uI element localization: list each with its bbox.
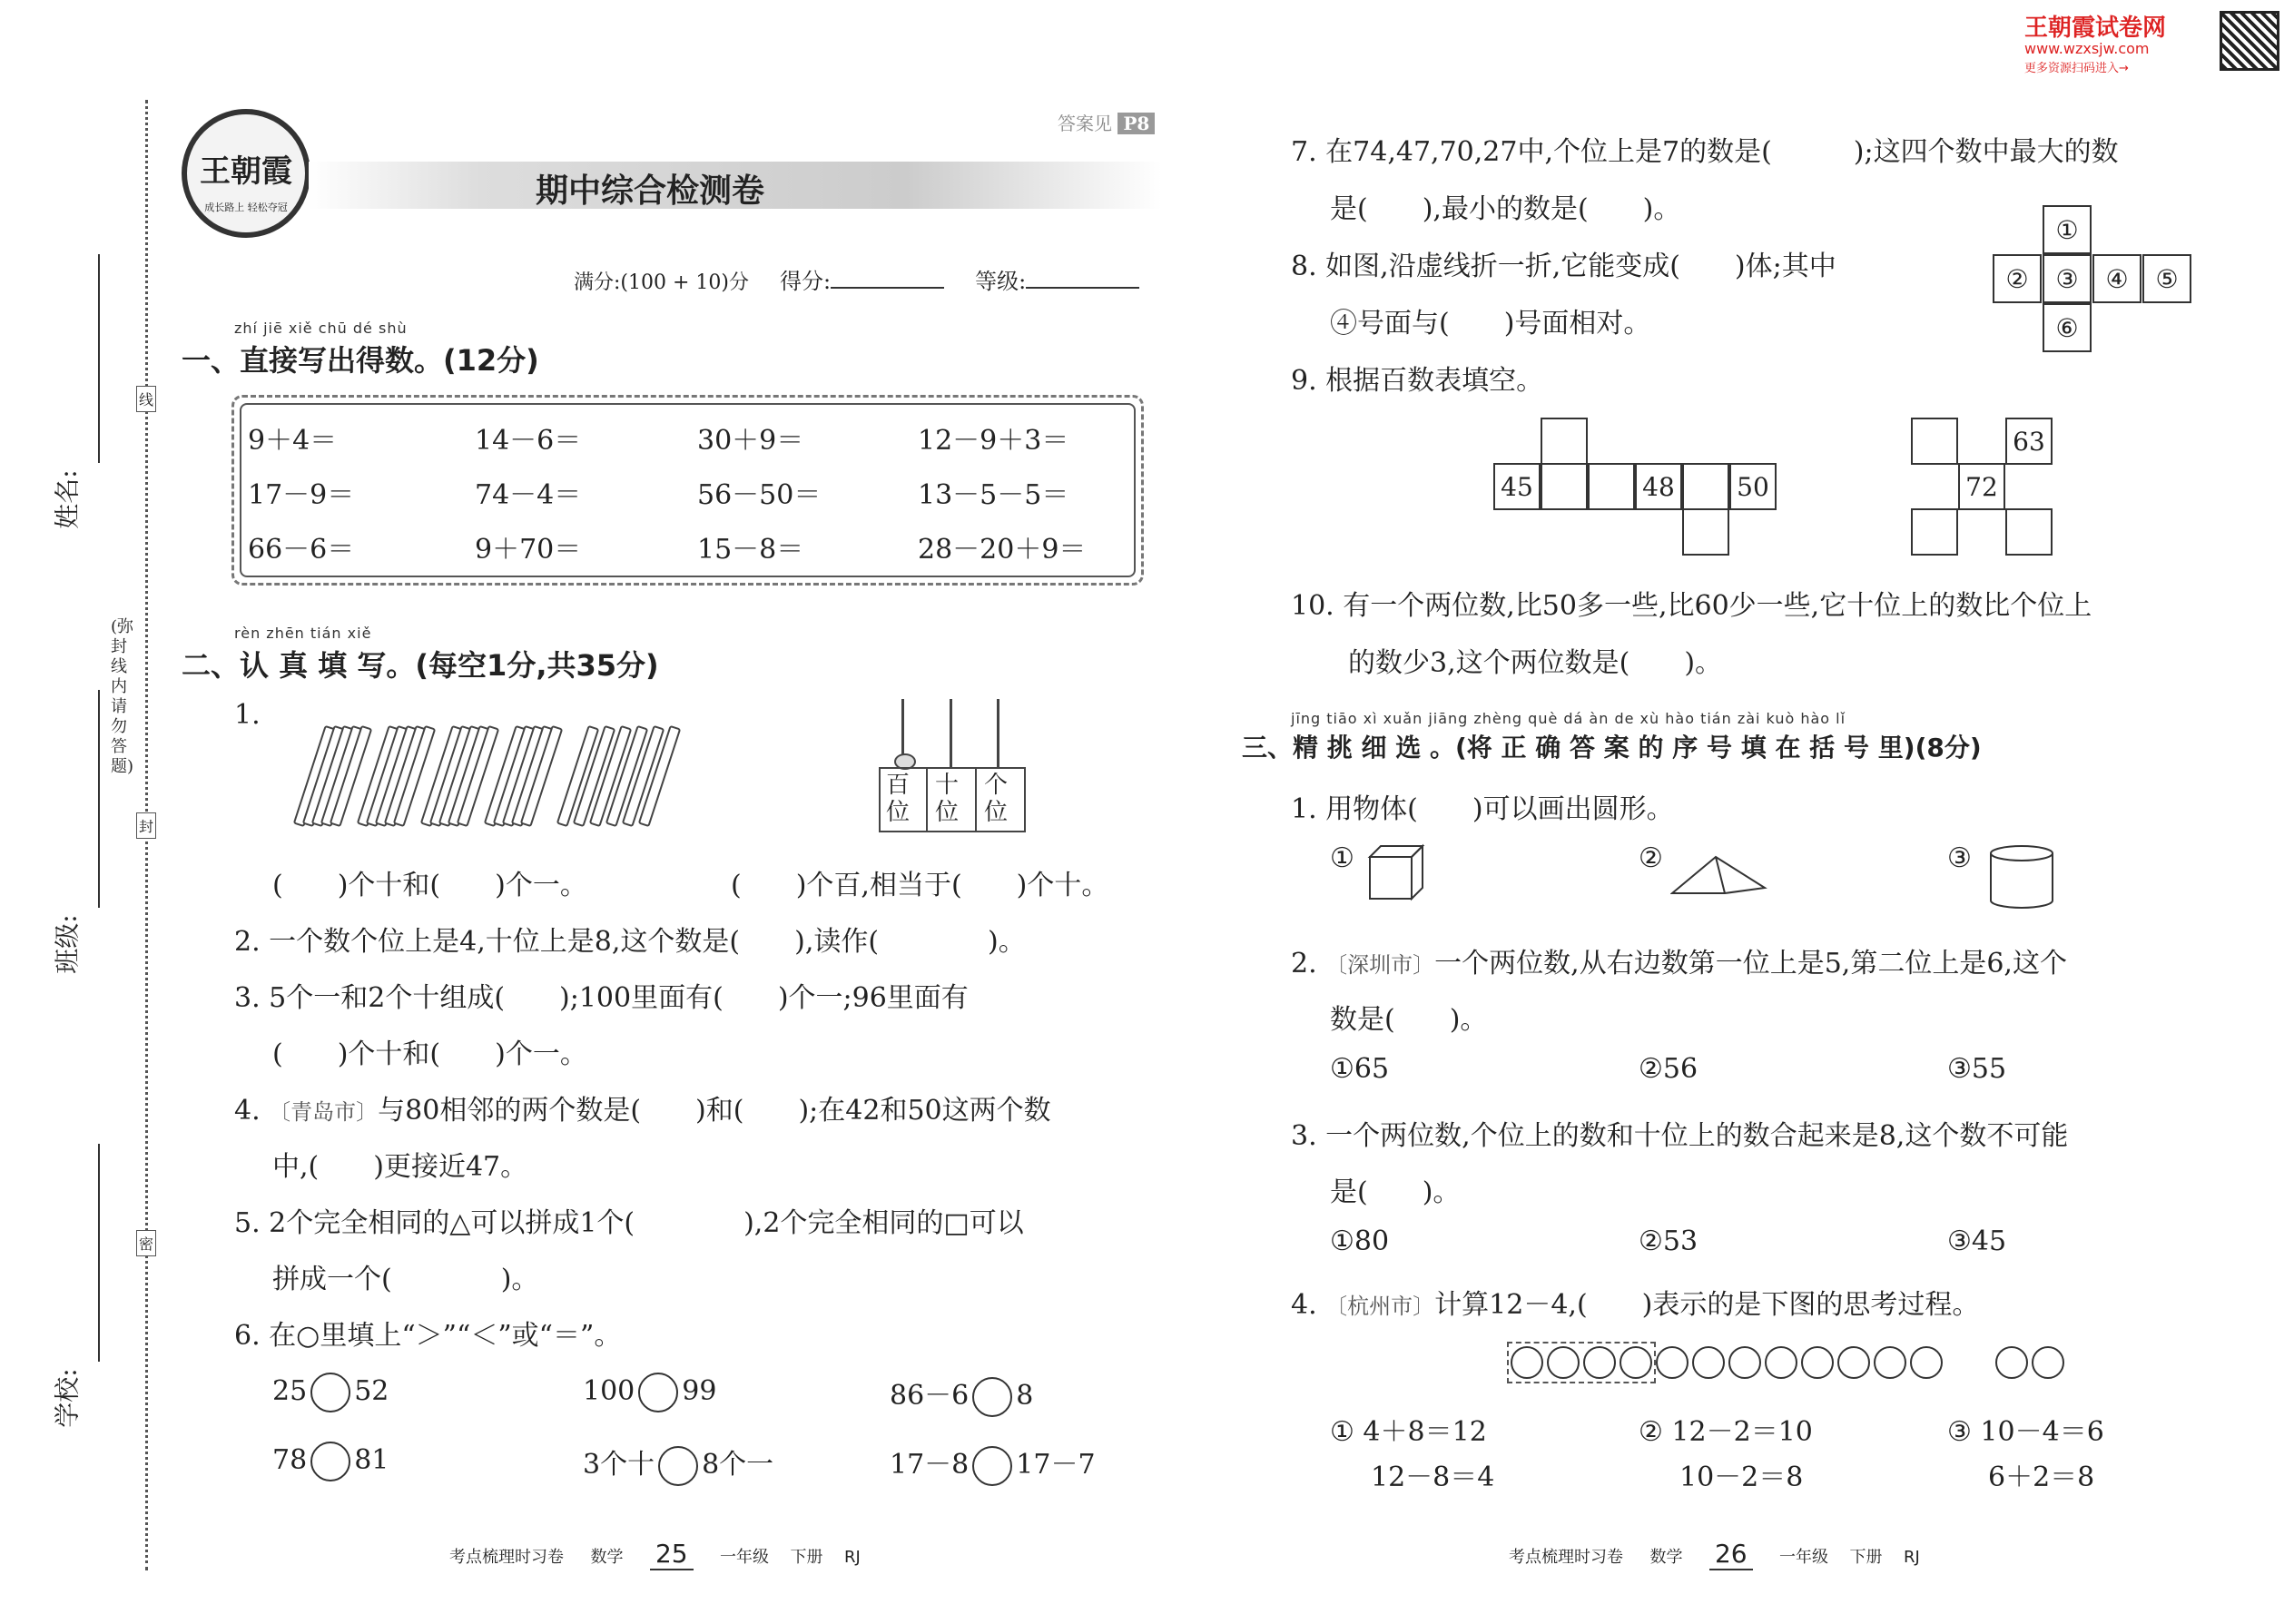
watermark	[2020, 9, 2283, 77]
option-line: ② 12－2＝10	[1639, 1416, 1813, 1448]
q1-number: 1.	[234, 699, 261, 731]
footer-grade: 一年级	[720, 1548, 770, 1567]
s1-expr: 74－4＝	[475, 479, 582, 511]
s3-title: 三、精 挑 细 选 。(将 正 确 答 案 的 序 号 填 在 括 号 里)(8分)	[1242, 733, 1982, 763]
s3-q4-number: 4.	[1291, 1289, 1317, 1321]
cube-net	[1993, 205, 2192, 350]
hundred-grid-1	[1493, 418, 1784, 563]
s3-q2-option: ③55	[1947, 1053, 2007, 1085]
q8a-text: 8. 如图,沿虚线折一折,它能变成( )体;其中	[1291, 251, 1836, 282]
abacus-label: 个位	[984, 772, 1009, 826]
q5b-text: 拼成一个( )。	[272, 1264, 539, 1295]
s3-q1-text: 1. 用物体( )可以画出圆形。	[1291, 793, 1674, 825]
circles-illustration	[1507, 1342, 2068, 1383]
circle-icon	[2032, 1346, 2064, 1379]
circle-icon	[1692, 1346, 1725, 1379]
hundred-grid-2	[1911, 418, 2056, 563]
s1-pinyin: zhí jiē xiě chū dé shù	[234, 320, 408, 337]
grid-cell: 45	[1493, 463, 1541, 510]
page-title: 期中综合检测卷	[536, 172, 765, 210]
option-label: ②	[1639, 842, 1663, 874]
q10b-text: 的数少3,这个两位数是( )。	[1348, 647, 1723, 679]
grid-cell[interactable]	[1911, 418, 1958, 465]
answer-ref	[1058, 109, 1155, 135]
compare-item	[890, 1373, 1033, 1417]
s3-q3a-text: 3. 一个两位数,个位上的数和十位上的数合起来是8,这个数不可能	[1291, 1120, 2069, 1152]
q3b-text: ( )个十和( )个一。	[272, 1038, 587, 1070]
compare-left: 78	[272, 1444, 308, 1476]
margin-mark-3: 密	[136, 1230, 156, 1256]
compare-left: 100	[583, 1375, 635, 1407]
circle-icon	[1874, 1346, 1906, 1379]
s3-q4-option-1	[1330, 1409, 1494, 1494]
compare-right: 8个一	[702, 1449, 774, 1481]
watermark-note: 更多资源扫码进入→	[2024, 62, 2129, 75]
option-line: 6＋2＝8	[1988, 1462, 2095, 1493]
q1a-text: ( )个十和( )个一。	[272, 870, 587, 901]
circle-icon	[1656, 1346, 1689, 1379]
compare-item	[583, 1373, 716, 1412]
s3-q2a-text: 一个两位数,从右边数第一位上是5,第二位上是6,这个	[1434, 948, 2067, 979]
net-face: ④	[2092, 254, 2141, 303]
compare-circle[interactable]	[310, 1373, 350, 1412]
score-label: 得分:	[779, 269, 832, 294]
stick-bundle	[309, 724, 363, 824]
triangular-prism-icon	[1670, 853, 1770, 899]
sticks-illustration	[300, 717, 699, 831]
compare-right: 81	[354, 1444, 389, 1476]
compare-item	[272, 1442, 389, 1481]
compare-right: 8	[1016, 1380, 1034, 1412]
compare-circle[interactable]	[638, 1373, 678, 1412]
option-line: 12－8＝4	[1371, 1462, 1495, 1493]
class-line	[98, 690, 100, 908]
abacus-label: 百位	[886, 772, 911, 826]
s3-q2-option: ①65	[1330, 1053, 1390, 1085]
compare-left: 25	[272, 1375, 308, 1407]
school-line	[98, 1144, 100, 1362]
compare-item	[583, 1442, 773, 1486]
q4-number: 4.	[234, 1095, 261, 1127]
s1-expr: 30＋9＝	[697, 425, 804, 457]
name-label: 姓名:	[52, 469, 83, 529]
q6-text: 6. 在○里填上“＞”“＜”或“＝”。	[234, 1320, 622, 1352]
s3-q1-option-3	[1947, 842, 1972, 874]
page-number: 25	[650, 1539, 694, 1570]
q1b-text: ( )个百,相当于( )个十。	[731, 870, 1109, 901]
circle-icon	[1728, 1346, 1761, 1379]
q8b-text: ④号面与( )号面相对。	[1330, 308, 1651, 340]
abacus-label: 十位	[935, 772, 960, 826]
footer-subject: 数学	[590, 1548, 624, 1567]
circle-icon	[1801, 1346, 1834, 1379]
s3-q1-option-1	[1330, 842, 1354, 874]
option-line: ① 4＋8＝12	[1330, 1416, 1487, 1448]
s1-expr: 14－6＝	[475, 425, 582, 457]
q7a-text: 7. 在74,47,70,27中,个位上是7的数是( );这四个数中最大的数	[1291, 136, 2119, 168]
answer-ref-label: 答案见	[1058, 113, 1112, 134]
net-face: ⑤	[2142, 254, 2191, 303]
grade-blank[interactable]	[1026, 287, 1139, 289]
grid-cell: 48	[1635, 463, 1682, 510]
full-score: 满分:(100 + 10)分	[574, 271, 749, 294]
grid-cell[interactable]	[1682, 463, 1729, 510]
stick-bundle	[372, 724, 427, 824]
circle-icon	[1995, 1346, 2028, 1379]
q4a-line	[234, 1088, 1051, 1127]
net-face: ③	[2043, 254, 2092, 303]
option-line: ③ 10－4＝6	[1947, 1416, 2104, 1448]
circle-icon	[1620, 1346, 1652, 1379]
compare-circle[interactable]	[972, 1446, 1012, 1486]
circle-icon	[1583, 1346, 1616, 1379]
s3-q4-text: 计算12－4,( )表示的是下图的思考过程。	[1434, 1289, 1980, 1321]
circle-icon	[1837, 1346, 1870, 1379]
option-label: ③	[1947, 842, 1972, 874]
stick-bundle	[436, 724, 490, 824]
compare-right: 99	[682, 1375, 717, 1407]
net-face: ①	[2043, 205, 2092, 254]
footer-series: 考点梳理时习卷	[449, 1548, 564, 1567]
s1-expr: 9＋4＝	[248, 425, 338, 457]
footer-left	[449, 1539, 861, 1569]
compare-item	[890, 1442, 1096, 1486]
compare-right: 52	[354, 1375, 389, 1407]
grid-cell[interactable]	[1911, 508, 1958, 556]
qr-code-icon	[2220, 11, 2279, 71]
s1-expr: 15－8＝	[697, 534, 804, 566]
logo-tagline: 成长路上 轻松夺冠	[204, 202, 288, 213]
school-label: 学校:	[52, 1368, 83, 1428]
compare-item	[272, 1373, 389, 1412]
footer-subject: 数学	[1649, 1548, 1683, 1567]
watermark-url: www.wzxsjw.com	[2024, 40, 2150, 57]
grid-cell[interactable]	[1588, 463, 1635, 510]
s3-q3-option: ②53	[1639, 1225, 1698, 1257]
footer-edition: RJ	[843, 1548, 861, 1567]
s1-expr: 56－50＝	[697, 479, 822, 511]
s3-q2-number: 2.	[1291, 948, 1317, 979]
compare-circle[interactable]	[658, 1446, 698, 1486]
margin-labels	[54, 0, 163, 1624]
score-line	[574, 263, 1139, 295]
q9-text: 9. 根据百数表填空。	[1291, 365, 1544, 397]
grid-cell: 63	[2005, 418, 2053, 465]
q4b-text: 中,( )更接近47。	[272, 1151, 528, 1183]
s2-title: 二、认 真 填 写。(每空1分,共35分)	[182, 648, 659, 683]
s3-pinyin: jīng tiāo xì xuǎn jiāng zhèng què dá àn de xù hào tián zài kuò hào lǐ	[1291, 710, 1846, 727]
s3-q2a-line	[1291, 940, 2067, 980]
s1-expr: 12－9＋3＝	[918, 425, 1069, 457]
circle-icon	[1765, 1346, 1797, 1379]
s2-pinyin: rèn zhēn tián xiě	[234, 625, 372, 642]
s1-expr: 17－9＝	[248, 479, 355, 511]
page-number: 26	[1709, 1539, 1753, 1570]
s3-q3-option: ③45	[1947, 1225, 2007, 1257]
grid-cell[interactable]	[1541, 463, 1588, 510]
grade-label: 等级:	[975, 269, 1027, 294]
q10a-text: 10. 有一个两位数,比50多一些,比60少一些,它十位上的数比个位上	[1291, 590, 2092, 622]
logo	[182, 109, 310, 238]
s3-q2-option: ②56	[1639, 1053, 1698, 1085]
grid-cell[interactable]	[2005, 508, 2053, 556]
q4a-text: 与80相邻的两个数是( )和( );在42和50这两个数	[378, 1095, 1051, 1127]
compare-left: 86－6	[890, 1380, 970, 1412]
margin-mark-1: 线	[136, 386, 156, 412]
s1-title: 一、直接写出得数。(12分)	[182, 343, 539, 378]
grid-cell: 72	[1958, 463, 2005, 510]
s3-q4-option-2	[1639, 1409, 1813, 1494]
net-face: ②	[1993, 254, 2042, 303]
q2-text: 2. 一个数个位上是4,十位上是8,这个数是( ),读作( )。	[234, 926, 1026, 958]
stick-bundle	[499, 724, 554, 824]
compare-left: 17－8	[890, 1449, 970, 1481]
compare-circle[interactable]	[310, 1442, 350, 1481]
circle-icon	[1547, 1346, 1580, 1379]
loose-sticks	[572, 724, 672, 824]
abacus	[879, 699, 1026, 835]
logo-brand: 王朝霞	[200, 153, 292, 190]
s3-q1-option-2	[1639, 842, 1663, 874]
watermark-brand: 王朝霞试卷网	[2024, 15, 2167, 42]
s3-q2b-text: 数是( )。	[1330, 1004, 1488, 1036]
margin-mark-2: 封	[136, 812, 156, 839]
cube-icon	[1366, 842, 1426, 902]
footer-grade: 一年级	[1779, 1548, 1829, 1567]
compare-left: 3个十	[583, 1449, 655, 1481]
circle-icon	[1910, 1346, 1943, 1379]
s1-expr: 13－5－5＝	[918, 479, 1069, 511]
option-label: ①	[1330, 842, 1354, 874]
s3-q4-option-3	[1947, 1409, 2104, 1494]
grid-cell	[1541, 418, 1588, 465]
s3-q4-line	[1291, 1282, 1979, 1322]
compare-right: 17－7	[1016, 1449, 1096, 1481]
footer-edition: RJ	[1903, 1548, 1920, 1567]
q3a-text: 3. 5个一和2个十组成( );100里面有( )个一;96里面有	[234, 982, 969, 1014]
cylinder-icon	[1988, 844, 2055, 910]
s3-q3-option: ①80	[1330, 1225, 1390, 1257]
footer-series: 考点梳理时习卷	[1509, 1548, 1623, 1567]
net-face: ⑥	[2043, 303, 2092, 352]
s1-expr: 9＋70＝	[475, 534, 582, 566]
grid-cell[interactable]	[1682, 508, 1729, 556]
s3-q2-city-tag: 〔深圳市〕	[1325, 952, 1435, 978]
q4-city-tag: 〔青岛市〕	[269, 1099, 379, 1125]
q5a-text: 5. 2个完全相同的△可以拼成1个( ),2个完全相同的□可以	[234, 1207, 1024, 1239]
option-line: 10－2＝8	[1679, 1462, 1804, 1493]
compare-circle[interactable]	[972, 1377, 1012, 1417]
footer-term: 下册	[1849, 1548, 1883, 1567]
seal-note: (弥封线内请勿答题)	[111, 617, 134, 776]
grid-cell: 50	[1729, 463, 1777, 510]
score-blank[interactable]	[831, 287, 944, 289]
s3-q4-city-tag: 〔杭州市〕	[1325, 1294, 1435, 1319]
s1-expr: 66－6＝	[248, 534, 355, 566]
q7b-text: 是( ),最小的数是( )。	[1330, 193, 1681, 225]
circle-icon	[1511, 1346, 1543, 1379]
class-label: 班级:	[52, 914, 83, 974]
name-line	[98, 254, 100, 463]
footer-term: 下册	[790, 1548, 823, 1567]
s3-q3b-text: 是( )。	[1330, 1176, 1461, 1208]
s1-expr: 28－20＋9＝	[918, 534, 1087, 566]
footer-right	[1509, 1539, 1920, 1569]
answer-ref-page: P8	[1117, 113, 1155, 134]
